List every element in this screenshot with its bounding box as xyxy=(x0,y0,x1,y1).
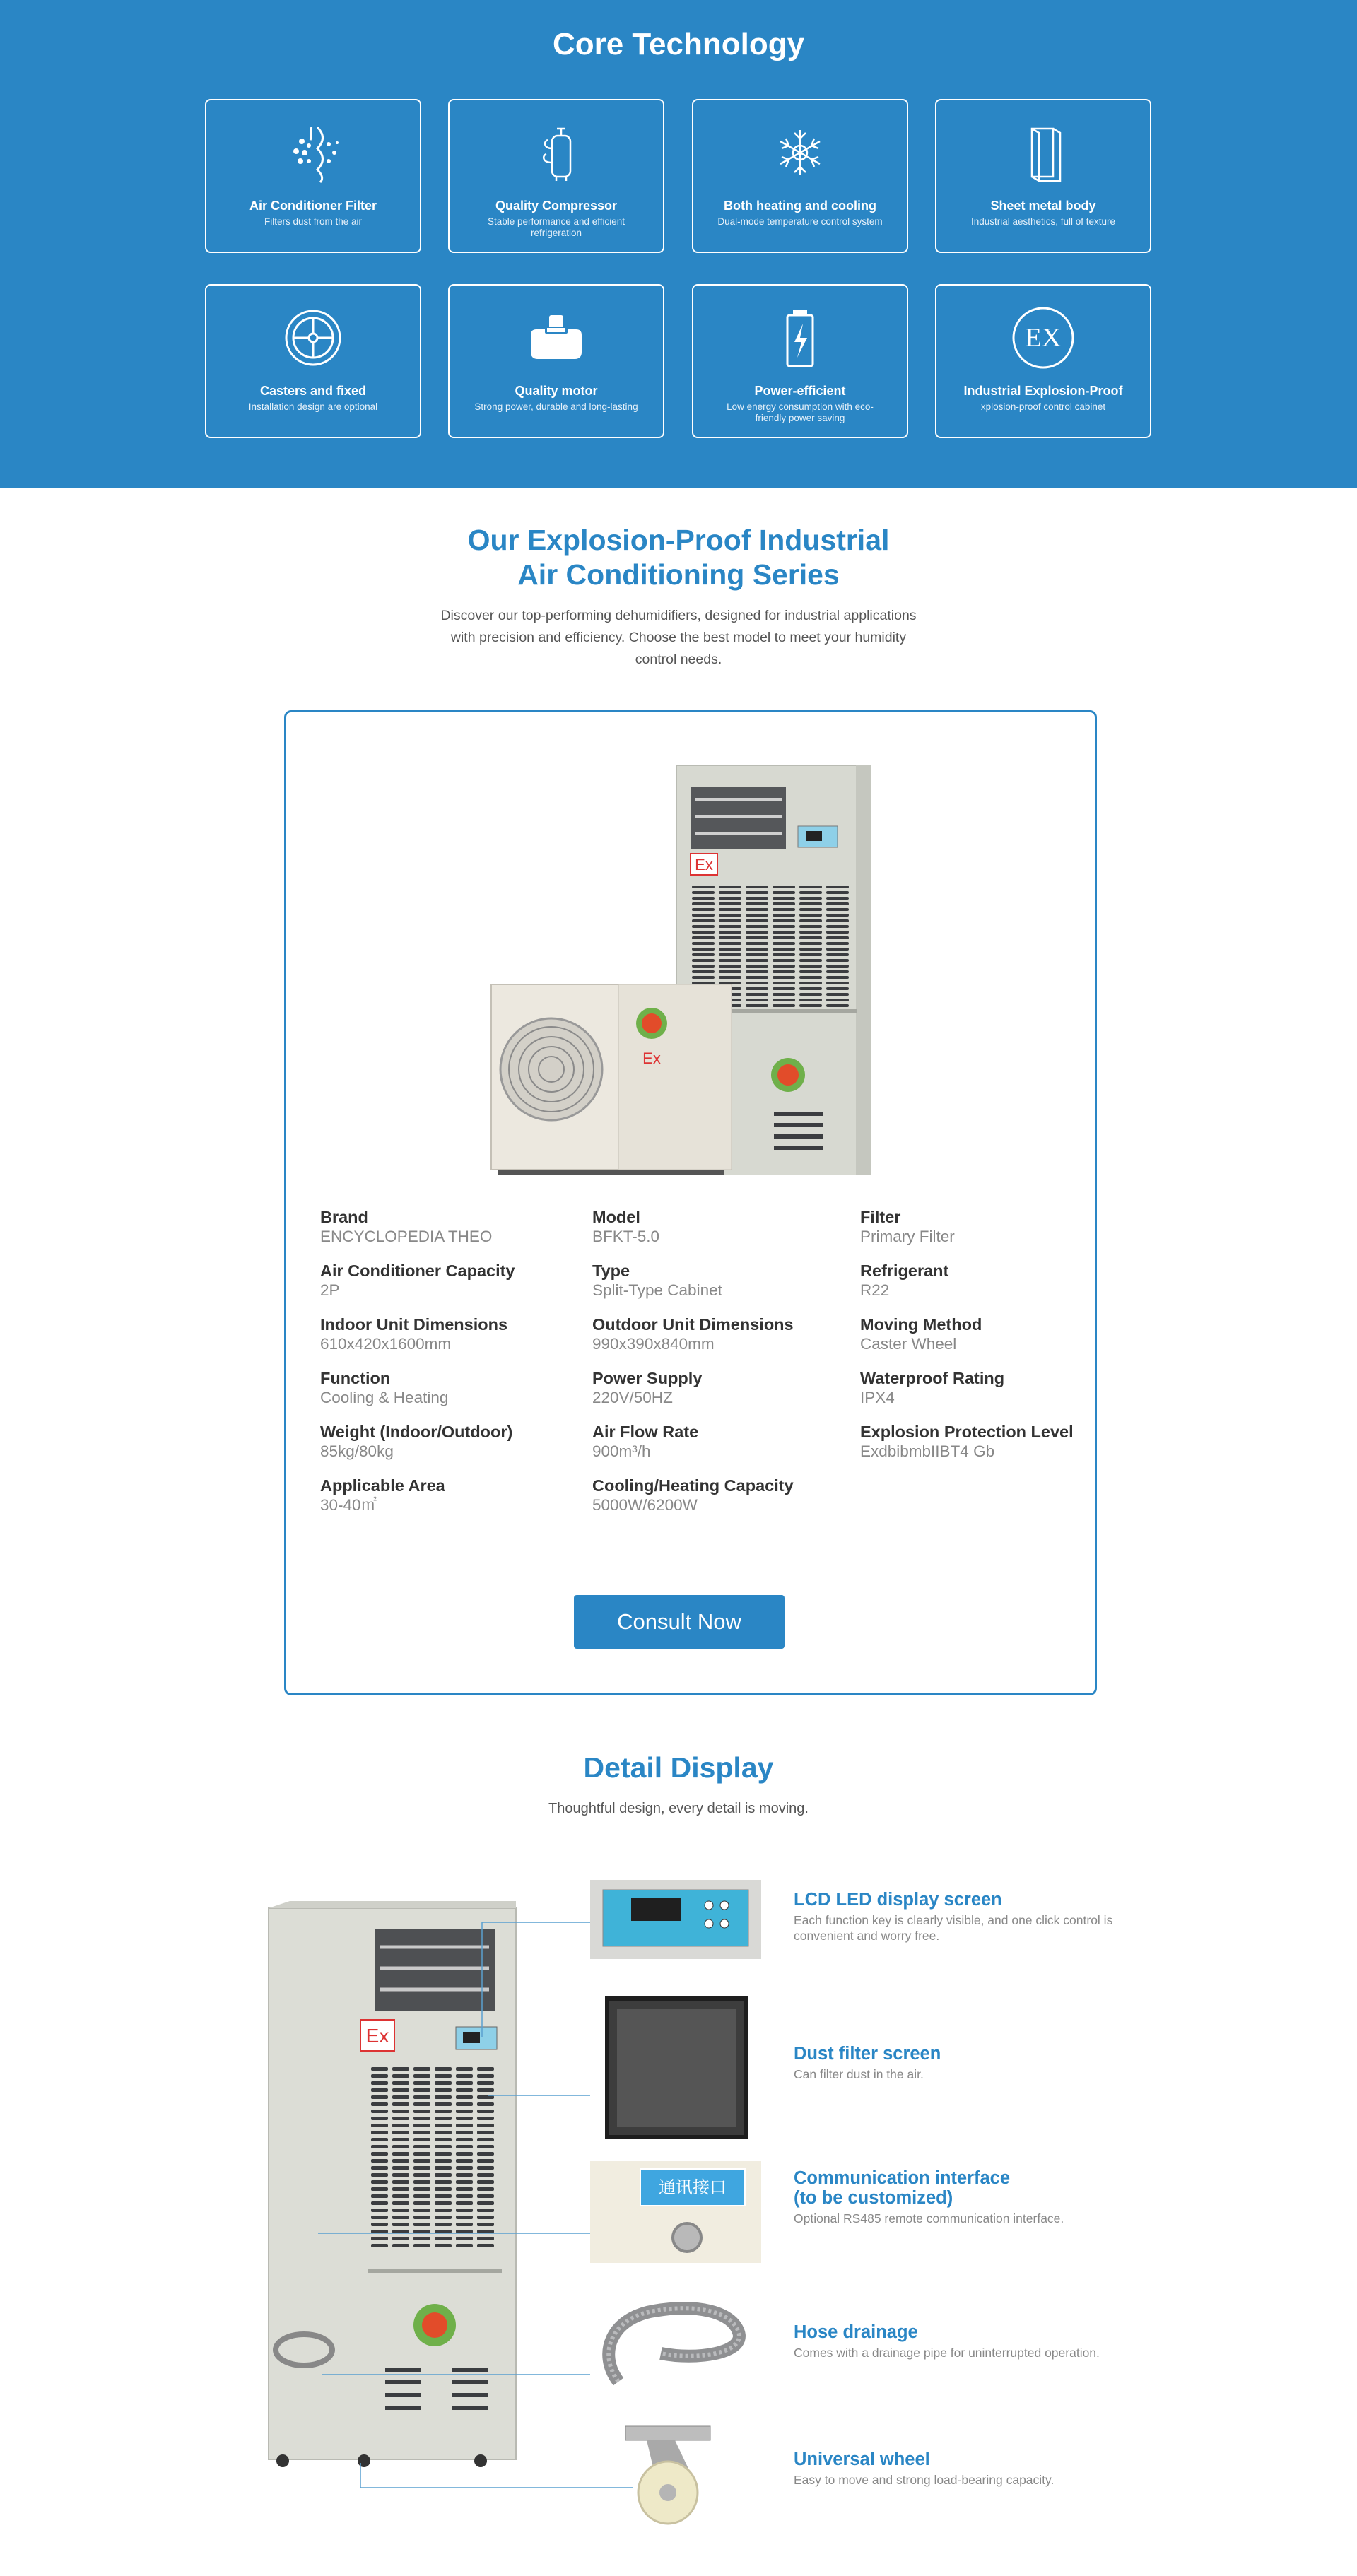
spec-label: Waterproof Rating xyxy=(860,1369,1005,1387)
ex-icon-label: EX xyxy=(1025,323,1062,353)
detail-item-title-line2: (to be customized) xyxy=(794,2188,953,2208)
tech-title: Casters and fixed xyxy=(259,384,367,398)
spec-label: Applicable Area xyxy=(320,1476,445,1495)
core-technology-title: Core Technology xyxy=(552,27,805,61)
tech-title: Quality Compressor xyxy=(495,199,618,213)
tech-title: Air Conditioner Filter xyxy=(249,199,377,213)
filter-icon xyxy=(206,120,420,185)
spec-value: Primary Filter xyxy=(860,1228,955,1245)
spec-value: Cooling & Heating xyxy=(320,1389,449,1406)
dust-filter-thumb xyxy=(590,1986,761,2141)
tech-card-heating-cooling xyxy=(692,99,908,253)
detail-item-desc: Comes with a drainage pipe for uninterrupted operation. xyxy=(794,2346,1100,2360)
spec-item xyxy=(320,1476,553,1515)
spec-label: Outdoor Unit Dimensions xyxy=(592,1315,794,1334)
spec-item xyxy=(592,1315,826,1354)
series-title xyxy=(396,523,961,592)
spec-item xyxy=(860,1207,1093,1247)
tech-card-filter xyxy=(205,99,421,253)
spec-label: Explosion Protection Level xyxy=(860,1423,1074,1441)
detail-item-title: Hose drainage xyxy=(794,2322,918,2342)
spec-value: Split-Type Cabinet xyxy=(592,1281,722,1299)
product-image xyxy=(477,737,901,1175)
detail-ex-label: Ex xyxy=(365,2025,389,2047)
spec-item xyxy=(320,1368,553,1408)
spec-value: IPX4 xyxy=(860,1389,895,1406)
spec-item xyxy=(592,1368,826,1408)
spec-item xyxy=(320,1261,553,1300)
spec-label: Filter xyxy=(860,1208,901,1226)
connector-icon xyxy=(671,2222,703,2253)
spec-label: Indoor Unit Dimensions xyxy=(320,1315,508,1334)
spec-item xyxy=(860,1315,1093,1354)
spec-item xyxy=(320,1207,553,1247)
series-description: Discover our top-performing dehumidifiers, designed for industrial applications with precision and efficiency. Choose the best model to meet your humidity control needs. xyxy=(440,608,917,667)
detail-item-hose xyxy=(794,2322,1147,2360)
detail-item-communication xyxy=(794,2168,1147,2226)
tech-desc: Dual-mode temperature control system xyxy=(717,216,883,227)
tech-card-casters xyxy=(205,284,421,438)
spec-value: 2P xyxy=(320,1281,340,1299)
detail-item-title: Communication interface xyxy=(794,2168,1011,2188)
detail-item-title: Universal wheel xyxy=(794,2449,930,2469)
detail-item-dust-filter xyxy=(794,2044,1147,2082)
spec-value: ExdbibmbIIBT4 Gb xyxy=(860,1442,995,1460)
tech-grid xyxy=(205,99,1152,440)
series-title-line2: Air Conditioning Series xyxy=(517,558,840,591)
spec-item xyxy=(860,1368,1093,1408)
spec-label: Function xyxy=(320,1369,391,1387)
cabinet-icon xyxy=(936,120,1150,185)
spec-label: Type xyxy=(592,1261,630,1280)
spec-item xyxy=(592,1261,826,1300)
detail-area xyxy=(0,1852,1357,2576)
spec-label: Air Flow Rate xyxy=(592,1423,699,1441)
spec-item xyxy=(592,1476,826,1515)
tech-desc: Stable performance and efficient refrigeration xyxy=(487,216,625,238)
spec-label: Weight (Indoor/Outdoor) xyxy=(320,1423,513,1441)
battery-icon xyxy=(693,305,907,370)
tech-title: Sheet metal body xyxy=(990,199,1096,213)
spec-label: Air Conditioner Capacity xyxy=(320,1261,515,1280)
outdoor-ex-label: Ex xyxy=(642,1049,661,1067)
tech-card-explosion-proof xyxy=(935,284,1151,438)
detail-item-desc: Each function key is clearly visible, and one click control is convenient and worry free. xyxy=(794,1913,1113,1943)
tech-title: Quality motor xyxy=(515,384,598,398)
tech-card-compressor xyxy=(448,99,664,253)
tech-desc: Strong power, durable and long-lasting xyxy=(474,401,638,412)
spec-item xyxy=(860,1422,1093,1462)
interface-label: 通讯接口 xyxy=(640,2168,746,2206)
spec-value: 85kg/80kg xyxy=(320,1442,394,1460)
lcd-display-thumb xyxy=(590,1880,761,1959)
core-technology-section xyxy=(0,0,1357,488)
tech-desc: Installation design are optional xyxy=(248,401,378,412)
spec-value: R22 xyxy=(860,1281,890,1299)
detail-item-wheel xyxy=(794,2449,1147,2488)
consult-now-button[interactable]: Consult Now xyxy=(574,1595,785,1649)
tech-card-motor xyxy=(448,284,664,438)
ex-label: Ex xyxy=(695,856,713,874)
tech-card-power-efficient xyxy=(692,284,908,438)
detail-item-desc: Easy to move and strong load-bearing capacity. xyxy=(794,2473,1055,2487)
spec-item xyxy=(320,1422,553,1462)
spec-value: 610x420x1600mm xyxy=(320,1335,452,1353)
ex-icon xyxy=(936,305,1150,370)
drain-hose-thumb xyxy=(590,2283,761,2401)
spec-value: 5000W/6200W xyxy=(592,1496,698,1514)
spec-value: 990x390x840mm xyxy=(592,1335,715,1353)
detail-item-title: LCD LED display screen xyxy=(794,1890,1002,1910)
spec-item xyxy=(592,1422,826,1462)
spec-value: BFKT-5.0 xyxy=(592,1228,660,1245)
tech-desc: Industrial aesthetics, full of texture xyxy=(970,216,1116,227)
detail-item-desc: Optional RS485 remote communication interface. xyxy=(794,2211,1064,2225)
tech-title: Power-efficient xyxy=(754,384,846,398)
spec-item xyxy=(592,1207,826,1247)
tech-desc: Filters dust from the air xyxy=(264,216,363,227)
spec-label: Power Supply xyxy=(592,1369,703,1387)
detail-display-subtitle: Thoughtful design, every detail is moving. xyxy=(548,1801,809,1816)
snowflake-sun-icon xyxy=(693,120,907,185)
caster-icon xyxy=(206,305,420,370)
spec-label: Model xyxy=(592,1208,640,1226)
tech-card-sheet-metal xyxy=(935,99,1151,253)
spec-label: Cooling/Heating Capacity xyxy=(592,1476,794,1495)
tech-title: Industrial Explosion-Proof xyxy=(963,384,1123,398)
fan-grill-icon xyxy=(500,1018,602,1120)
spec-value: 900m³/h xyxy=(592,1442,651,1460)
spec-value: Caster Wheel xyxy=(860,1335,957,1353)
product-card xyxy=(284,710,1097,1695)
tech-desc: xplosion-proof control cabinet xyxy=(980,401,1106,412)
spec-item xyxy=(320,1315,553,1354)
compressor-icon xyxy=(450,120,663,185)
spec-value: ENCYCLOPEDIA THEO xyxy=(320,1228,493,1245)
series-title-line1: Our Explosion-Proof Industrial xyxy=(467,524,890,556)
communication-interface-thumb xyxy=(590,2161,761,2263)
motor-icon xyxy=(450,305,663,370)
detail-display-title: Detail Display xyxy=(583,1751,774,1784)
spec-label: Brand xyxy=(320,1208,368,1226)
spec-item xyxy=(860,1261,1093,1300)
detail-item-lcd xyxy=(794,1890,1147,1943)
detail-item-title: Dust filter screen xyxy=(794,2044,941,2064)
universal-wheel-thumb xyxy=(590,2421,761,2527)
spec-value: 30-40㎡ xyxy=(320,1496,377,1514)
spec-value: 220V/50HZ xyxy=(592,1389,673,1406)
tech-desc: Low energy consumption with eco-friendly power saving xyxy=(727,401,874,423)
spec-label: Refrigerant xyxy=(860,1261,949,1280)
tech-title: Both heating and cooling xyxy=(724,199,876,213)
detail-item-desc: Can filter dust in the air. xyxy=(794,2067,924,2081)
spec-label: Moving Method xyxy=(860,1315,982,1334)
